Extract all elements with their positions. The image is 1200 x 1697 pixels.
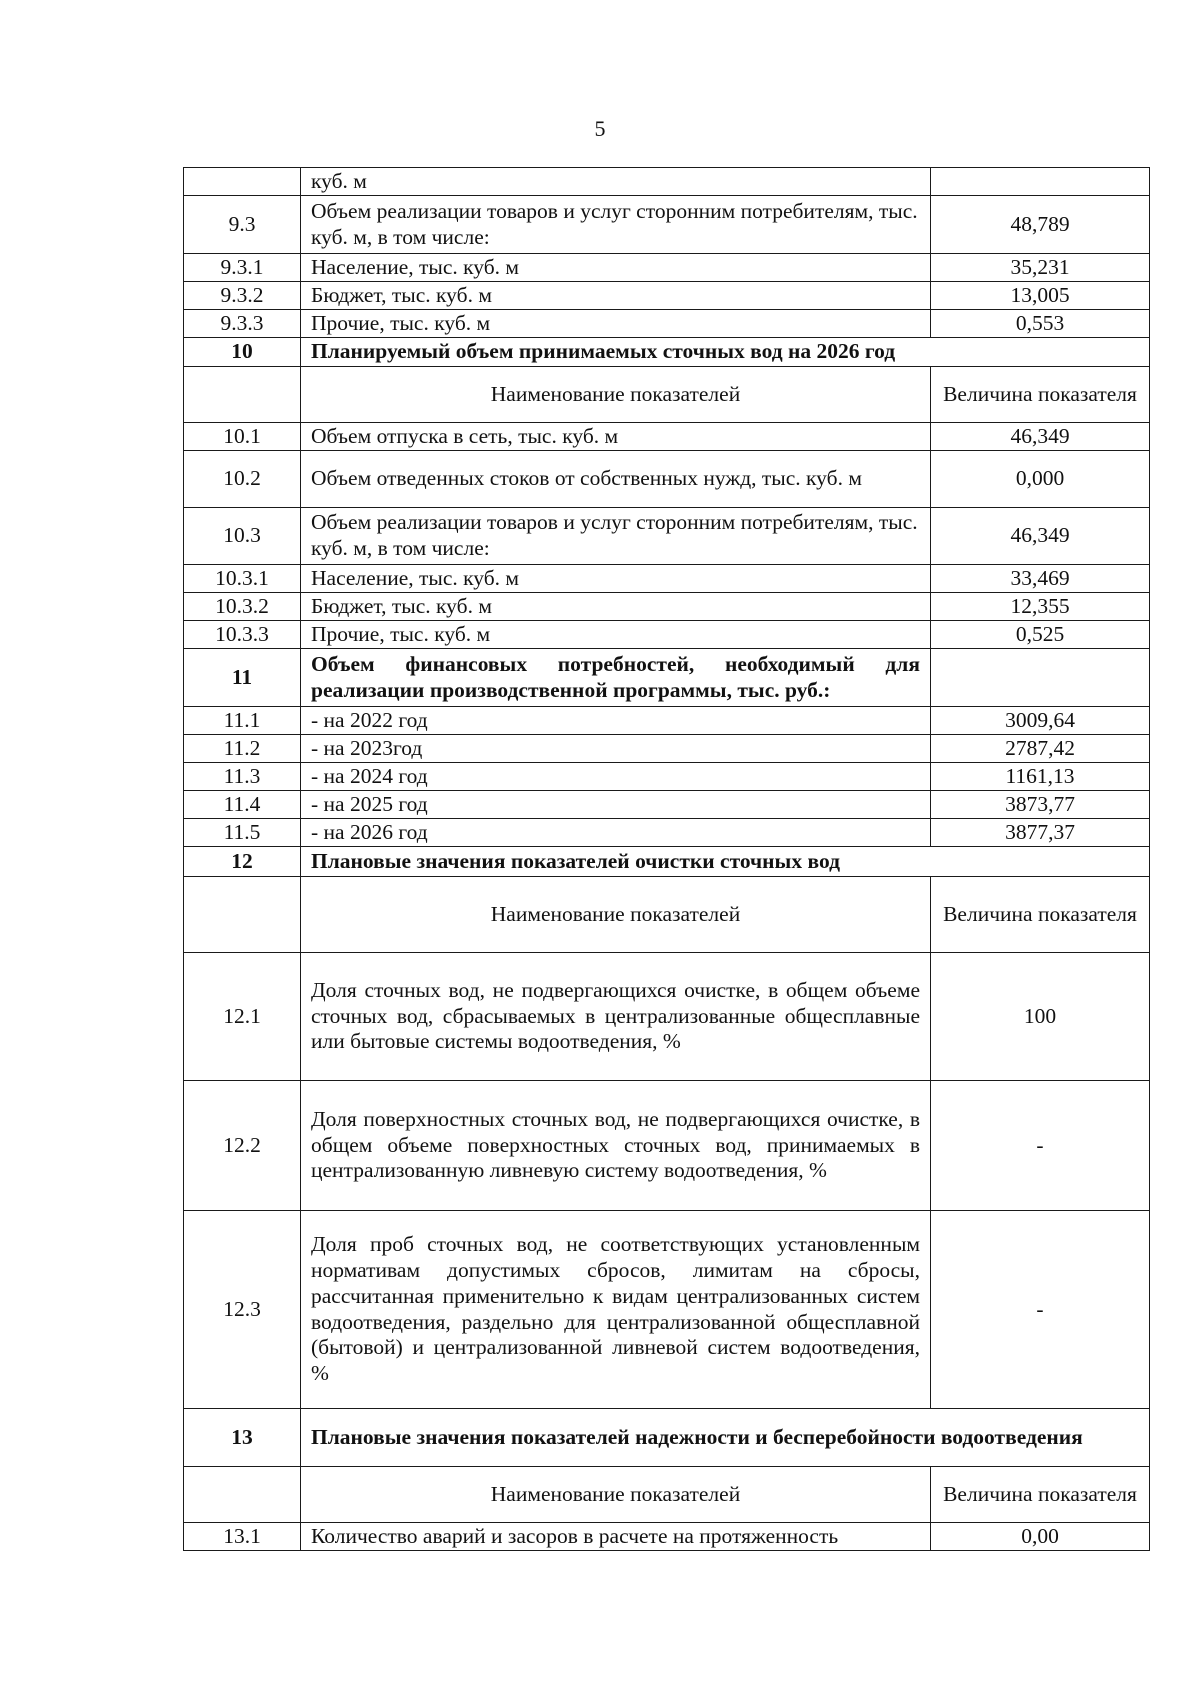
indicator-name: Объем реализации товаров и услуг сторонним потребителям, тыс. куб. м, в том числе: [301,196,931,254]
table-row [184,1081,1150,1211]
indicator-name: куб. м [301,168,931,196]
indicator-value: - [931,1081,1150,1211]
table-row [184,593,1150,621]
header-row [184,1467,1150,1523]
indicator-name: Население, тыс. куб. м [301,565,931,593]
table-row [184,819,1150,847]
row-number: 12.1 [184,953,301,1081]
indicator-value: 48,789 [931,196,1150,254]
indicator-name: Бюджет, тыс. куб. м [301,282,931,310]
row-number: 11.1 [184,707,301,735]
section-number: 11 [184,649,301,707]
row-number: 10.1 [184,423,301,451]
header-blank [184,877,301,953]
header-name: Наименование показателей [301,1467,931,1523]
indicator-name: Прочие, тыс. куб. м [301,621,931,649]
indicator-value: 3009,64 [931,707,1150,735]
header-blank [184,367,301,423]
table-row [184,763,1150,791]
indicator-value: 46,349 [931,423,1150,451]
row-number: 9.3.2 [184,282,301,310]
section-row [184,649,1150,707]
indicator-name: Доля сточных вод, не подвергающихся очистке, в общем объеме сточных вод, сбрасываемых в централизованные общесплавные или бытовые системы водоотведения, % [301,953,931,1081]
indicator-name: Объем отпуска в сеть, тыс. куб. м [301,423,931,451]
section-title: Плановые значения показателей очистки сточных вод [301,847,1150,877]
indicator-value: 3873,77 [931,791,1150,819]
indicator-name: Объем отведенных стоков от собственных нужд, тыс. куб. м [301,451,931,508]
row-number [184,168,301,196]
indicator-name: Население, тыс. куб. м [301,254,931,282]
indicator-value: 0,000 [931,451,1150,508]
row-number: 13.1 [184,1523,301,1551]
header-row [184,877,1150,953]
indicators-table [183,167,1150,1551]
table-row [184,451,1150,508]
row-number: 11.5 [184,819,301,847]
section-number: 12 [184,847,301,877]
row-number: 9.3 [184,196,301,254]
section-title: Плановые значения показателей надежности и бесперебойности водоотведения [301,1409,1150,1467]
row-number: 11.4 [184,791,301,819]
indicator-value: 35,231 [931,254,1150,282]
table-row [184,1523,1150,1551]
table-row [184,254,1150,282]
row-number: 9.3.3 [184,310,301,338]
table-row [184,735,1150,763]
row-number: 10.3.3 [184,621,301,649]
table-row [184,168,1150,196]
indicator-name: Прочие, тыс. куб. м [301,310,931,338]
page-number: 5 [594,116,606,141]
section-number: 13 [184,1409,301,1467]
section-title: Объем финансовых потребностей, необходимый для реализации производственной программы, тыс. руб.: [301,649,931,707]
indicator-name: Доля проб сточных вод, не соответствующих установленным нормативам допустимых сбросов, лимитам на сбросы, рассчитанная применительно к видам централизованных систем водоотведения, раздельно для централизованной общесплавной (бытовой) и централизованной ливневой систем водоотведения, % [301,1211,931,1409]
table-row [184,953,1150,1081]
row-number: 10.3.2 [184,593,301,621]
table-row [184,565,1150,593]
table-row [184,423,1150,451]
section-title: Планируемый объем принимаемых сточных вод на 2026 год [301,338,1150,367]
row-number: 12.2 [184,1081,301,1211]
indicator-name: - на 2026 год [301,819,931,847]
indicator-value: 46,349 [931,508,1150,565]
indicator-value: 0,525 [931,621,1150,649]
table-row [184,282,1150,310]
row-number: 11.3 [184,763,301,791]
table-row [184,196,1150,254]
header-blank [184,1467,301,1523]
table-row [184,791,1150,819]
indicator-value: 3877,37 [931,819,1150,847]
table-row [184,621,1150,649]
row-number: 10.3.1 [184,565,301,593]
section-row [184,1409,1150,1467]
indicator-value: 12,355 [931,593,1150,621]
indicator-value: 2787,42 [931,735,1150,763]
indicator-name: Количество аварий и засоров в расчете на протяженность [301,1523,931,1551]
indicator-value [931,649,1150,707]
header-name: Наименование показателей [301,877,931,953]
row-number: 9.3.1 [184,254,301,282]
indicator-value: 0,00 [931,1523,1150,1551]
indicator-value: 13,005 [931,282,1150,310]
section-row [184,338,1150,367]
indicator-value [931,168,1150,196]
indicator-name: - на 2022 год [301,707,931,735]
row-number: 10.3 [184,508,301,565]
section-number: 10 [184,338,301,367]
indicator-value: 100 [931,953,1150,1081]
table-row [184,707,1150,735]
indicator-value: 33,469 [931,565,1150,593]
table-row [184,1211,1150,1409]
header-value: Величина показателя [931,1467,1150,1523]
indicator-name: Доля поверхностных сточных вод, не подвергающихся очистке, в общем объеме поверхностных сточных вод, принимаемых в централизованную ливневую систему водоотведения, % [301,1081,931,1211]
table-row [184,508,1150,565]
header-row [184,367,1150,423]
indicator-name: - на 2025 год [301,791,931,819]
row-number: 11.2 [184,735,301,763]
row-number: 10.2 [184,451,301,508]
table-row [184,310,1150,338]
header-value: Величина показателя [931,367,1150,423]
indicator-name: - на 2023год [301,735,931,763]
header-name: Наименование показателей [301,367,931,423]
section-row [184,847,1150,877]
indicator-name: - на 2024 год [301,763,931,791]
indicator-name: Бюджет, тыс. куб. м [301,593,931,621]
indicator-value: 0,553 [931,310,1150,338]
row-number: 12.3 [184,1211,301,1409]
header-value: Величина показателя [931,877,1150,953]
indicator-value: 1161,13 [931,763,1150,791]
indicator-name: Объем реализации товаров и услуг сторонним потребителям, тыс. куб. м, в том числе: [301,508,931,565]
indicator-value: - [931,1211,1150,1409]
